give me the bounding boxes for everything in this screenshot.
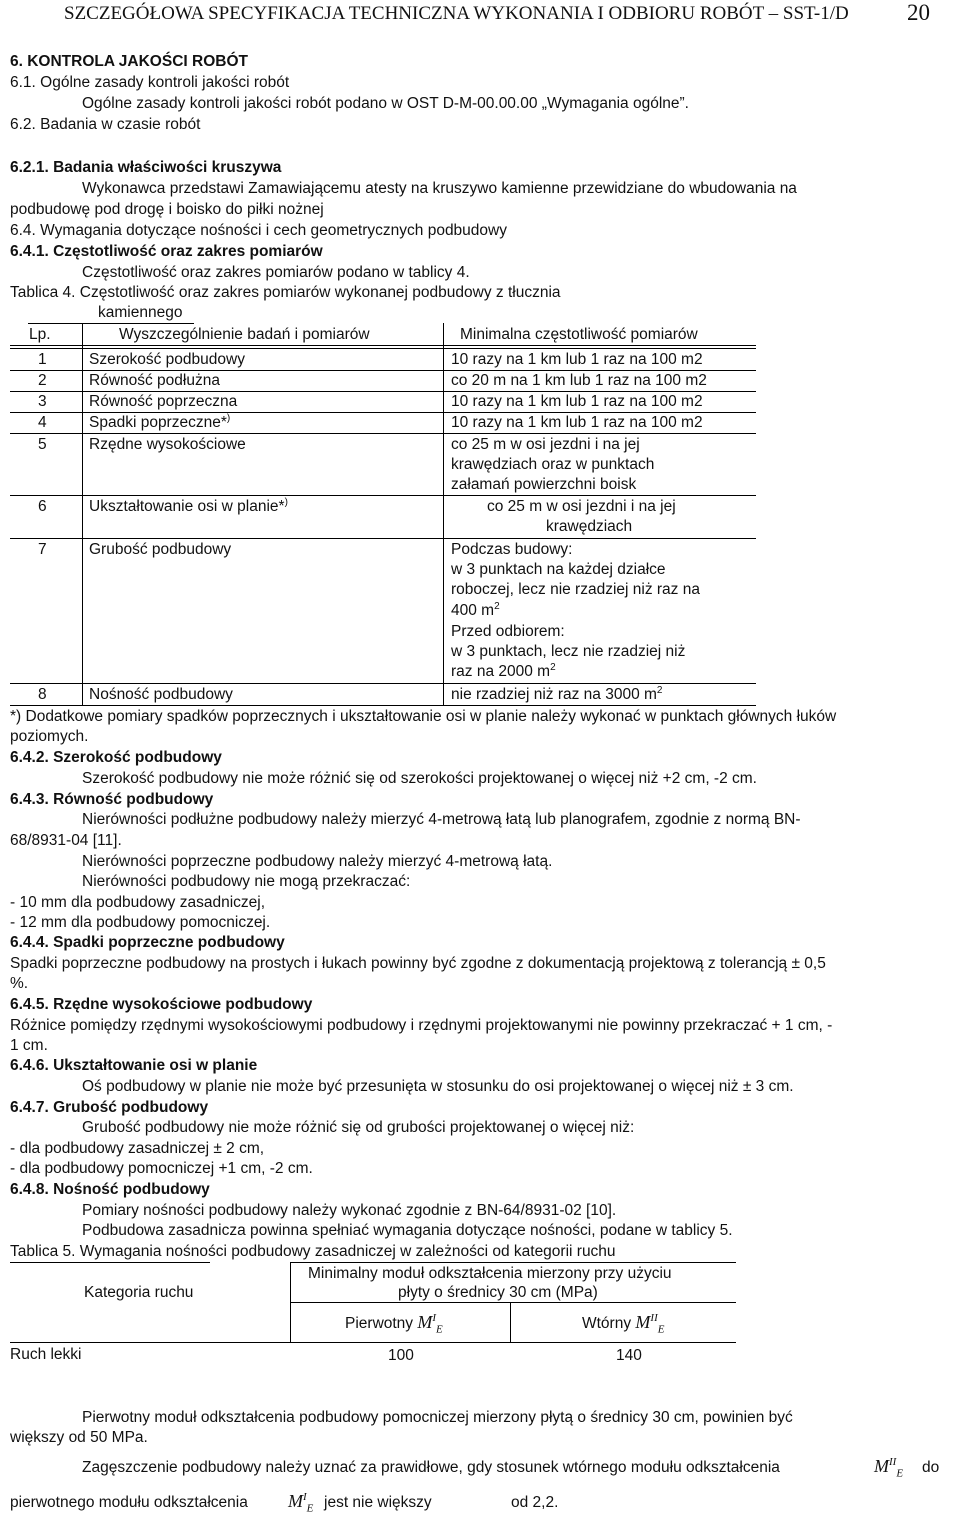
table-cell-frequency: nie rzadziej niż raz na 3000 $m^2$ xyxy=(451,684,663,703)
subsection-title: 6.4.8. Nośność podbudowy xyxy=(10,1181,210,1198)
table-caption-cont: kamiennego xyxy=(98,304,183,321)
table-cell-frequency: załamań powierzchni boisk xyxy=(451,476,637,493)
paragraph-line: Pomiary nośności podbudowy należy wykonać zgodnie z BN-64/8931-02 [10]. xyxy=(82,1202,617,1219)
paragraph-line: Zagęszczenie podbudowy należy uznać za prawidłowe, gdy stosunek wtórnego modułu odkształcenia xyxy=(82,1459,780,1476)
subsection-title: 6.4.3. Równość podbudowy xyxy=(10,791,214,808)
table-caption: Tablica 4. Częstotliwość oraz zakres pomiarów wykonanej podbudowy z tłucznia xyxy=(10,284,561,301)
table-cell-frequency: co 20 m na 1 km lub 1 raz na 100 m2 xyxy=(451,372,707,389)
table-cell-frequency: 10 razy na 1 km lub 1 raz na 100 m2 xyxy=(451,393,703,410)
paragraph: Oś podbudowy w planie nie może być przesunięta w stosunku do osi projektowanej o więcej niż ± 3 cm. xyxy=(82,1078,794,1095)
table-cell-frequency: krawędziach xyxy=(546,518,633,535)
paragraph-line: Grubość podbudowy nie może różnić się od grubości projektowanej o więcej niż: xyxy=(82,1119,635,1136)
list-item: - 12 mm dla podbudowy pomocniczej. xyxy=(10,914,271,931)
paragraph-line: 1 cm. xyxy=(10,1037,48,1054)
footnote: *) Dodatkowe pomiary spadków poprzecznych i ukształtowanie osi w planie należy wykonać w punktach głównych łuków xyxy=(10,708,837,725)
subsection-title: 6.4.7. Grubość podbudowy xyxy=(10,1099,209,1116)
footnote-cont: poziomych. xyxy=(10,728,89,745)
table5-cell-secondary: 140 xyxy=(616,1347,642,1364)
table-cell-frequency: Przed odbiorem: xyxy=(451,623,565,640)
table-caption: Tablica 5. Wymagania nośności podbudowy zasadniczej w zależności od kategorii ruchu xyxy=(10,1243,616,1260)
table-header-lp: Lp. xyxy=(29,326,51,343)
running-header: SZCZEGÓŁOWA SPECYFIKACJA TECHNICZNA WYKONANIA I ODBIORU ROBÓT – SST-1/D xyxy=(64,3,849,24)
table-cell-frequency: 400 $m^2$ xyxy=(451,600,500,619)
table-cell-item: Spadki poprzeczne*) xyxy=(89,412,231,431)
paragraph-line: Spadki poprzeczne podbudowy na prostych i łukach powinny być zgodne z dokumentacją projektową z tolerancją ± 0,5 xyxy=(10,955,826,972)
list-item: - dla podbudowy zasadniczej ± 2 cm, xyxy=(10,1140,265,1157)
paragraph-line: Nierówności poprzeczne podbudowy należy mierzyć 4-metrową łatą. xyxy=(82,853,553,870)
table-cell-lp: 3 xyxy=(38,393,47,410)
table-cell-frequency: 10 razy na 1 km lub 1 raz na 100 m2 xyxy=(451,351,703,368)
table-cell-frequency: Podczas budowy: xyxy=(451,541,573,558)
table-cell-frequency: co 25 m w osi jezdni i na jej xyxy=(451,436,640,453)
paragraph: Szerokość podbudowy nie może różnić się od szerokości projektowanej o więcej niż +2 cm, -2 cm. xyxy=(82,770,757,787)
table-cell-lp: 4 xyxy=(38,414,47,431)
table-cell-item: Szerokość podbudowy xyxy=(89,351,245,368)
paragraph-line: Różnice pomiędzy rzędnymi wysokościowymi podbudowy i rzędnymi projektowanymi nie powinny przekraczać + 1 cm, - xyxy=(10,1017,833,1034)
paragraph-line: Wykonawca przedstawi Zamawiającemu atesty na kruszywo kamienne przewidziane do wbudowania na xyxy=(82,180,797,197)
paragraph-line: 68/8931-04 [11]. xyxy=(10,832,122,849)
modulus-symbol: $M^{II}_E$ xyxy=(874,1456,904,1480)
subsection-title: 6.4.2. Szerokość podbudowy xyxy=(10,749,222,766)
table-cell-frequency: co 25 m w osi jezdni i na jej xyxy=(487,498,676,515)
paragraph-word: jest nie większy xyxy=(324,1494,432,1511)
table-cell-item: Grubość podbudowy xyxy=(89,541,232,558)
table-header-frequency: Minimalna częstotliwość pomiarów xyxy=(460,326,698,343)
paragraph-line: podbudowę pod drogę i boisko do piłki nożnej xyxy=(10,201,324,218)
table-cell-lp: 6 xyxy=(38,498,47,515)
paragraph-word: do xyxy=(922,1459,940,1476)
table-cell-frequency: w 3 punktach, lecz nie rzadziej niż xyxy=(451,643,686,660)
subsection-title: 6.4.5. Rzędne wysokościowe podbudowy xyxy=(10,996,313,1013)
subsection-title: 6.2.1. Badania właściwości kruszywa xyxy=(10,159,282,176)
table-cell-frequency: w 3 punktach na każdej działce xyxy=(451,561,666,578)
table-header-item: Wyszczególnienie badań i pomiarów xyxy=(119,326,370,343)
table-cell-item: Ukształtowanie osi w planie*) xyxy=(89,496,288,515)
paragraph-word: od 2,2. xyxy=(511,1494,559,1511)
paragraph-line: Pierwotny moduł odkształcenia podbudowy pomocniczej mierzony płytą o średnicy 30 cm, powinien być xyxy=(82,1409,793,1426)
table-cell-lp: 8 xyxy=(38,686,47,703)
table5-header-secondary: Wtórny $M^{II}_E$ xyxy=(582,1312,665,1336)
table-cell-item: Rzędne wysokościowe xyxy=(89,436,246,453)
paragraph-line: Nierówności podbudowy nie mogą przekraczać: xyxy=(82,873,411,890)
subsection-title: 6.4.6. Ukształtowanie osi w planie xyxy=(10,1057,258,1074)
table-cell-item: Równość poprzeczna xyxy=(89,393,238,410)
subsection-title: 6.4. Wymagania dotyczące nośności i cech geometrycznych podbudowy xyxy=(10,222,507,239)
subsection-title: 6.4.1. Częstotliwość oraz zakres pomiarów xyxy=(10,243,323,260)
paragraph-line: %. xyxy=(10,975,29,992)
table-cell-frequency: roboczej, lecz nie rzadziej niż raz na xyxy=(451,581,700,598)
table-cell-frequency: 10 razy na 1 km lub 1 raz na 100 m2 xyxy=(451,414,703,431)
page-number: 20 xyxy=(907,0,930,25)
paragraph: Częstotliwość oraz zakres pomiarów podano w tablicy 4. xyxy=(82,264,470,281)
paragraph-line: pierwotnego modułu odkształcenia xyxy=(10,1494,248,1511)
paragraph-line: większy od 50 MPa. xyxy=(10,1429,148,1446)
subsection-title: 6.2. Badania w czasie robót xyxy=(10,116,201,133)
list-item: - dla podbudowy pomocniczej +1 cm, -2 cm. xyxy=(10,1160,313,1177)
table-cell-item: Nośność podbudowy xyxy=(89,686,233,703)
table-cell-item: Równość podłużna xyxy=(89,372,220,389)
modulus-symbol: $M^I_E$ xyxy=(288,1491,314,1515)
table5-header-primary: Pierwotny $M^I_E$ xyxy=(345,1312,443,1336)
table-cell-frequency: krawędziach oraz w punktach xyxy=(451,456,655,473)
table5-header-category: Kategoria ruchu xyxy=(84,1284,194,1301)
list-item: - 10 mm dla podbudowy zasadniczej, xyxy=(10,894,266,911)
table5-header-modulus: Minimalny moduł odkształcenia mierzony przy użyciu xyxy=(308,1265,672,1282)
subsection-title: 6.1. Ogólne zasady kontroli jakości robót xyxy=(10,74,290,91)
table-cell-lp: 5 xyxy=(38,436,47,453)
paragraph-line: Podbudowa zasadnicza powinna spełniać wymagania dotyczące nośności, podane w tablicy 5. xyxy=(82,1222,733,1239)
table5-cell-category: Ruch lekki xyxy=(10,1346,82,1363)
section-title: 6. KONTROLA JAKOŚCI ROBÓT xyxy=(10,53,248,70)
paragraph-line: Nierówności podłużne podbudowy należy mierzyć 4-metrową łatą lub planografem, zgodnie z normą BN- xyxy=(82,811,801,828)
table5-header-modulus-cont: płyty o średnicy 30 cm (MPa) xyxy=(398,1284,598,1301)
table-cell-frequency: raz na 2000 $m^2$ xyxy=(451,661,556,680)
paragraph: Ogólne zasady kontroli jakości robót podano w OST D-M-00.00.00 „Wymagania ogólne”. xyxy=(82,95,689,112)
table5-cell-primary: 100 xyxy=(388,1347,414,1364)
table-cell-lp: 2 xyxy=(38,372,47,389)
subsection-title: 6.4.4. Spadki poprzeczne podbudowy xyxy=(10,934,285,951)
table-cell-lp: 7 xyxy=(38,541,47,558)
table-cell-lp: 1 xyxy=(38,351,47,368)
